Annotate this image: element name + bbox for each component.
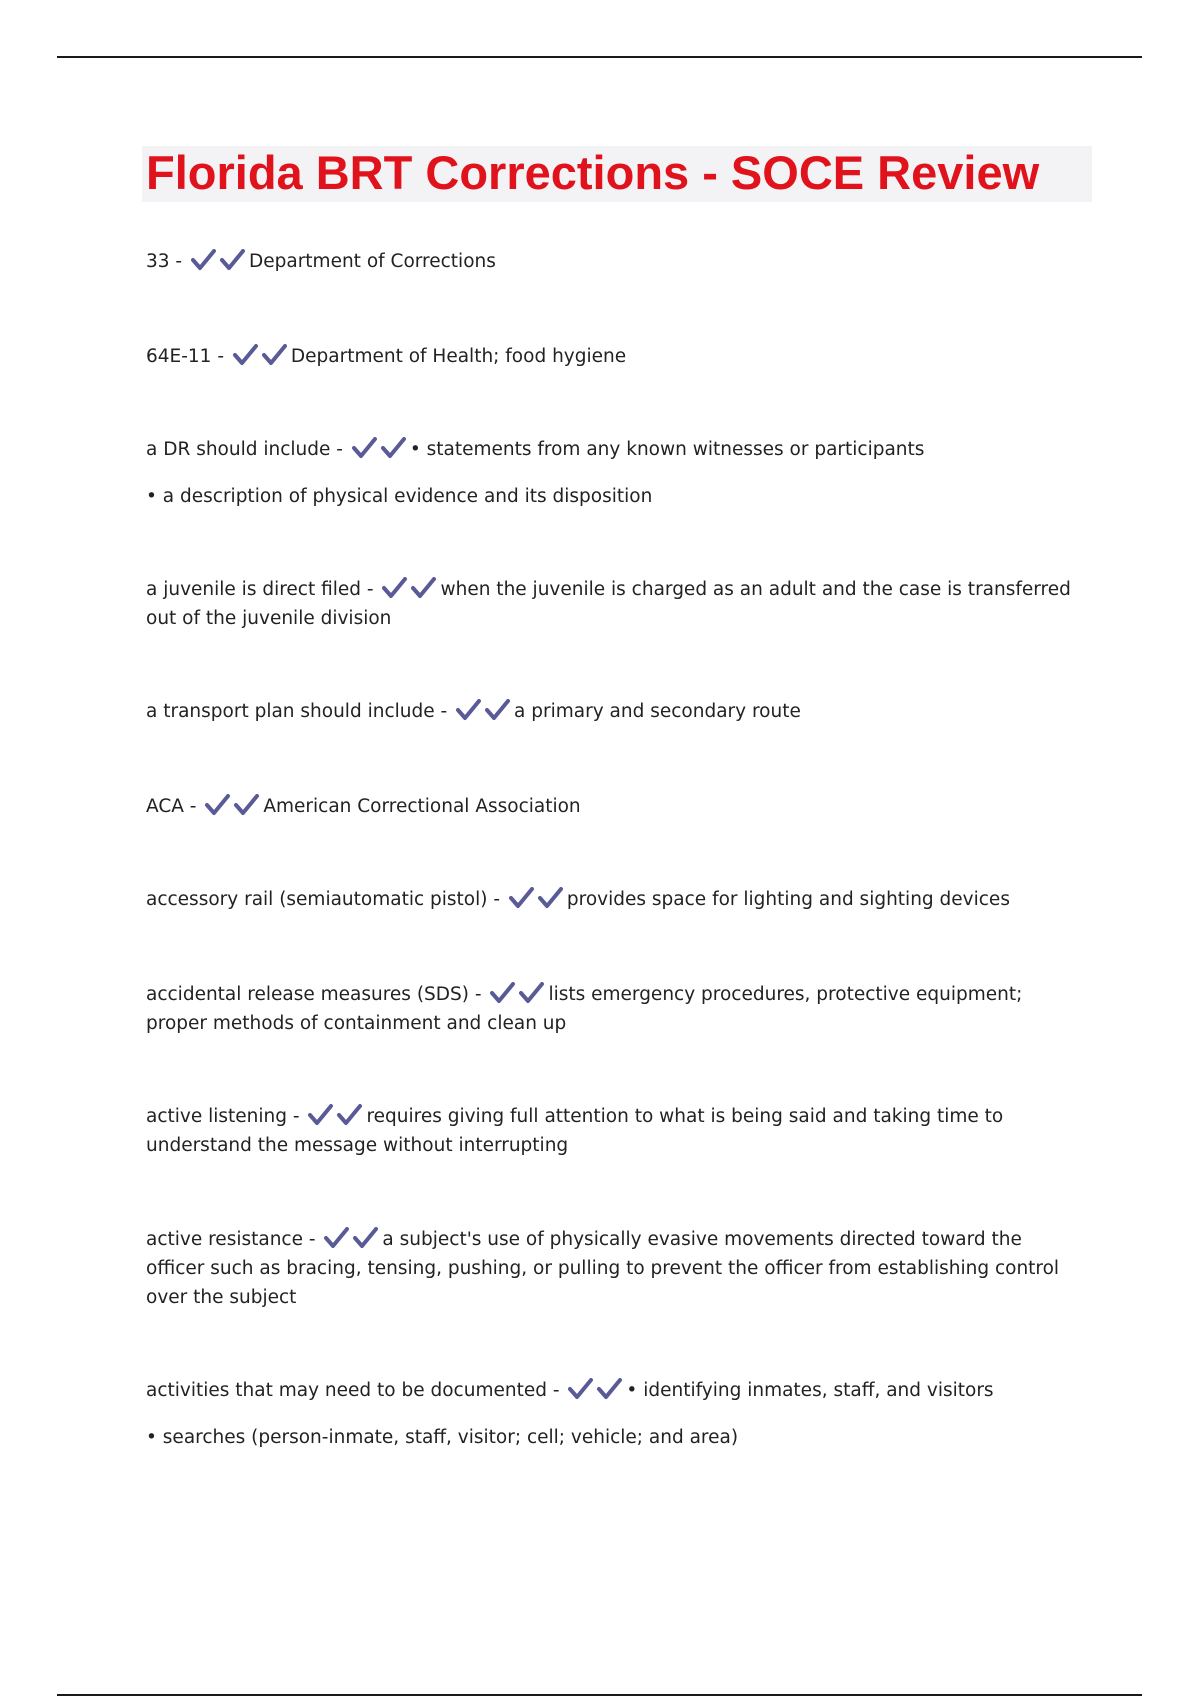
entry-term: 64E-11 <box>146 346 212 367</box>
double-check-icon <box>308 1104 362 1126</box>
double-check-icon <box>205 794 259 816</box>
entry-term: 33 <box>146 251 170 272</box>
entry-transport-plan: a transport plan should include - a primary and secondary route <box>146 701 801 722</box>
entry-term: active listening <box>146 1106 287 1127</box>
entry-term: ACA <box>146 796 184 817</box>
entry-definition: Department of Health; food hygiene <box>290 346 627 367</box>
entry-term: accidental release measures (SDS) <box>146 984 469 1005</box>
entry-definition: provides space for lighting and sighting devices <box>566 889 1010 910</box>
top-rule <box>57 56 1142 58</box>
double-check-icon <box>233 344 287 366</box>
entry-term: a juvenile is direct filed <box>146 579 362 600</box>
entry-term: a transport plan should include <box>146 701 435 722</box>
entry-term: accessory rail (semiautomatic pistol) <box>146 889 488 910</box>
double-check-icon <box>191 249 245 271</box>
entry-definition: a subject's use of physically evasive movements directed toward the officer such as bracing, tensing, pushing, or pulling to prevent the officer from establishing control over the subject <box>146 1229 1060 1308</box>
double-check-icon <box>456 699 510 721</box>
entry-64e-11: 64E-11 - Department of Health; food hygiene <box>146 346 627 367</box>
entry-accessory-rail: accessory rail (semiautomatic pistol) - provides space for lighting and sighting devices <box>146 889 1010 910</box>
double-check-icon <box>352 437 406 459</box>
entry-bullet: • a description of physical evidence and its disposition <box>146 486 653 507</box>
double-check-icon <box>382 577 436 599</box>
entry-dr-should-include: a DR should include - • statements from any known witnesses or participants • a description of physical evidence and its disposition <box>146 435 1086 511</box>
entry-accidental-release: accidental release measures (SDS) - lists emergency procedures, protective equipment; proper methods of containment and clean up <box>146 984 1023 1034</box>
entry-definition: • identifying inmates, staff, and visitors <box>626 1380 994 1401</box>
bottom-rule <box>57 1694 1142 1696</box>
entry-definition: American Correctional Association <box>263 796 581 817</box>
double-check-icon <box>490 982 544 1004</box>
double-check-icon <box>568 1378 622 1400</box>
entry-juvenile-direct-filed: a juvenile is direct filed - when the juvenile is charged as an adult and the case is transferred out of the juvenile division <box>146 579 1071 629</box>
entry-active-listening: active listening - requires giving full attention to what is being said and taking time to understand the message without interrupting <box>146 1106 1004 1156</box>
entry-definition: Department of Corrections <box>248 251 496 272</box>
entry-term: activities that may need to be documented <box>146 1380 547 1401</box>
double-check-icon <box>509 887 563 909</box>
entry-definition: • statements from any known witnesses or participants <box>409 439 925 460</box>
double-check-icon <box>324 1227 378 1249</box>
document-title: Florida BRT Corrections - SOCE Review <box>146 146 1040 199</box>
entry-bullet: • searches (person-inmate, staff, visitor; cell; vehicle; and area) <box>146 1427 739 1448</box>
entry-definition: lists emergency procedures, protective equipment; proper methods of containment and clean up <box>146 984 1023 1034</box>
entry-active-resistance: active resistance - a subject's use of physically evasive movements directed toward the officer such as bracing, tensing, pushing, or pulling to prevent the officer from establishing control over the subject <box>146 1229 1060 1308</box>
entry-term: a DR should include <box>146 439 331 460</box>
entry-term: active resistance <box>146 1229 303 1250</box>
entry-aca: ACA - American Correctional Association <box>146 796 581 817</box>
entry-definition: a primary and secondary route <box>514 701 801 722</box>
entry-definition: requires giving full attention to what is being said and taking time to understand the message without interrupting <box>146 1106 1004 1156</box>
entry-33: 33 - Department of Corrections <box>146 251 496 272</box>
entry-activities-documented: activities that may need to be documented - • identifying inmates, staff, and visitors • searches (person-inmate, staff, visitor; cell; vehicle; and area) <box>146 1376 1086 1452</box>
entry-definition: when the juvenile is charged as an adult and the case is transferred out of the juvenile division <box>146 579 1071 629</box>
